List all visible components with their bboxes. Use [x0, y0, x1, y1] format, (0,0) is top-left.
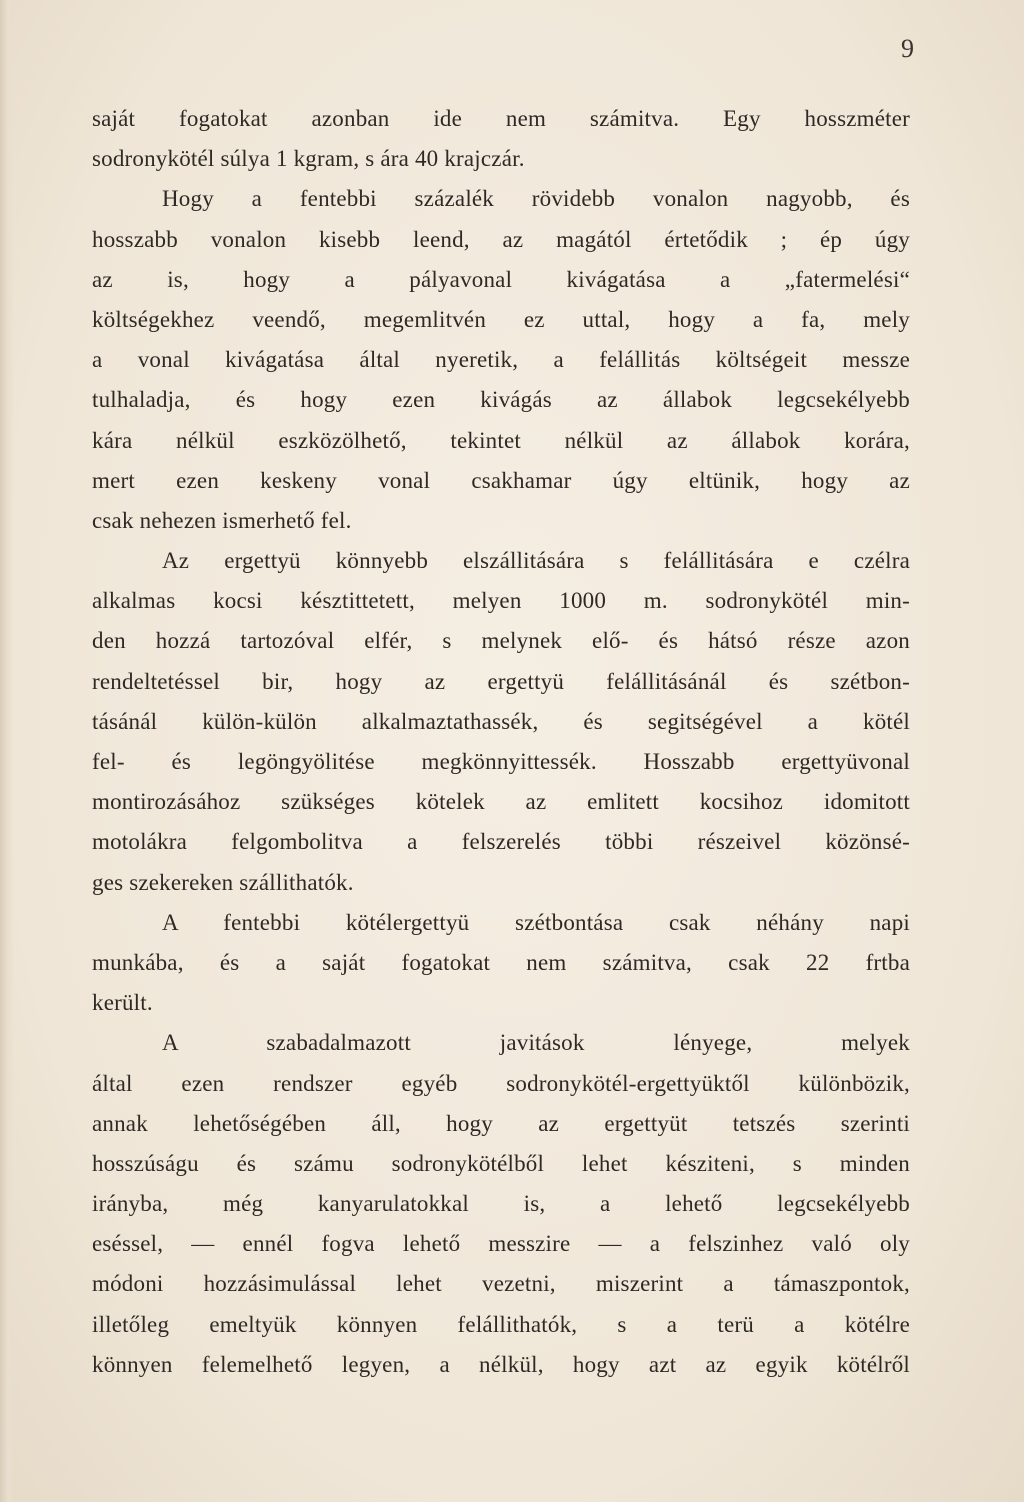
text-line: módoni hozzásimulással lehet vezetni, miszerint a támaszpontok,	[92, 1271, 910, 1297]
text-line: munkába, és a saját fogatokat nem számitva, csak 22 frtba	[92, 949, 910, 975]
text-line: tásánál külön-külön alkalmaztathassék, és segitségével a kötél	[92, 708, 910, 734]
text-line: eséssel, — ennél fogva lehető messzire — a felszinhez való oly	[92, 1231, 910, 1257]
page-binding-edge	[0, 0, 14, 1502]
text-line: saját fogatokat azonban ide nem számitva. Egy hosszméter	[92, 106, 910, 131]
text-line: tulhaladja, és hogy ezen kivágás az állabok legcsekélyebb	[92, 387, 910, 413]
text-line: került.	[92, 990, 153, 1016]
body-text	[92, 99, 910, 1385]
text-line: sodronykötél súlya 1 kgram, s ára 40 krajczár.	[92, 146, 525, 172]
text-line: fel- és legöngyölitése megkönnyittessék. Hosszabb ergettyüvonal	[92, 749, 910, 774]
text-line: költségekhez veendő, megemlitvén ez uttal, hogy a fa, mely	[92, 306, 910, 332]
text-line: csak nehezen ismerhető fel.	[92, 507, 352, 533]
text-line: ges szekereken szállithatók.	[92, 869, 354, 895]
text-line: által ezen rendszer egyéb sodronykötél-ergettyüktől különbözik,	[92, 1070, 910, 1096]
text-line: alkalmas kocsi késztittetett, melyen 1000 m. sodronykötél min-	[92, 588, 910, 614]
text-line: Hogy a fentebbi százalék rövidebb vonalon nagyobb, és	[162, 186, 910, 212]
text-line: A szabadalmazott javitások lényege, melyek	[162, 1030, 910, 1056]
text-line: hosszúságu és számu sodronykötélből lehet késziteni, s minden	[92, 1150, 910, 1176]
text-line: illetőleg emeltyük könnyen felállithatók, s a terü a kötélre	[92, 1311, 910, 1337]
text-line: könnyen felemelhető legyen, a nélkül, hogy azt az egyik kötélről	[92, 1351, 910, 1377]
text-line: A fentebbi kötélergettyü szétbontása csak néhány napi	[162, 909, 910, 935]
text-line: mert ezen keskeny vonal csakhamar úgy eltünik, hogy az	[92, 467, 910, 493]
page-number: 9	[901, 34, 914, 63]
text-line: annak lehetőségében áll, hogy az ergettyüt tetszés szerinti	[92, 1110, 910, 1136]
text-line: kára nélkül eszközölhető, tekintet nélkül az állabok korára,	[92, 427, 910, 453]
text-line: den hozzá tartozóval elfér, s melynek elő- és hátsó része azon	[92, 628, 910, 654]
text-line: Az ergettyü könnyebb elszállitására s felállitására e czélra	[162, 548, 910, 574]
text-line: irányba, még kanyarulatokkal is, a lehető legcsekélyebb	[92, 1191, 910, 1217]
text-line: motolákra felgombolitva a felszerelés többi részeivel közönsé-	[92, 829, 910, 855]
text-line: a vonal kivágatása által nyeretik, a felállitás költségeit messze	[92, 347, 910, 373]
text-line: rendeltetéssel bir, hogy az ergettyü felállitásánál és szétbon-	[92, 668, 910, 694]
text-line: az is, hogy a pályavonal kivágatása a „fatermelési“	[92, 266, 910, 292]
text-line: montirozásához szükséges kötelek az emlitett kocsihoz idomitott	[92, 789, 910, 815]
text-line: hosszabb vonalon kisebb leend, az magától értetődik ; ép úgy	[92, 226, 910, 252]
